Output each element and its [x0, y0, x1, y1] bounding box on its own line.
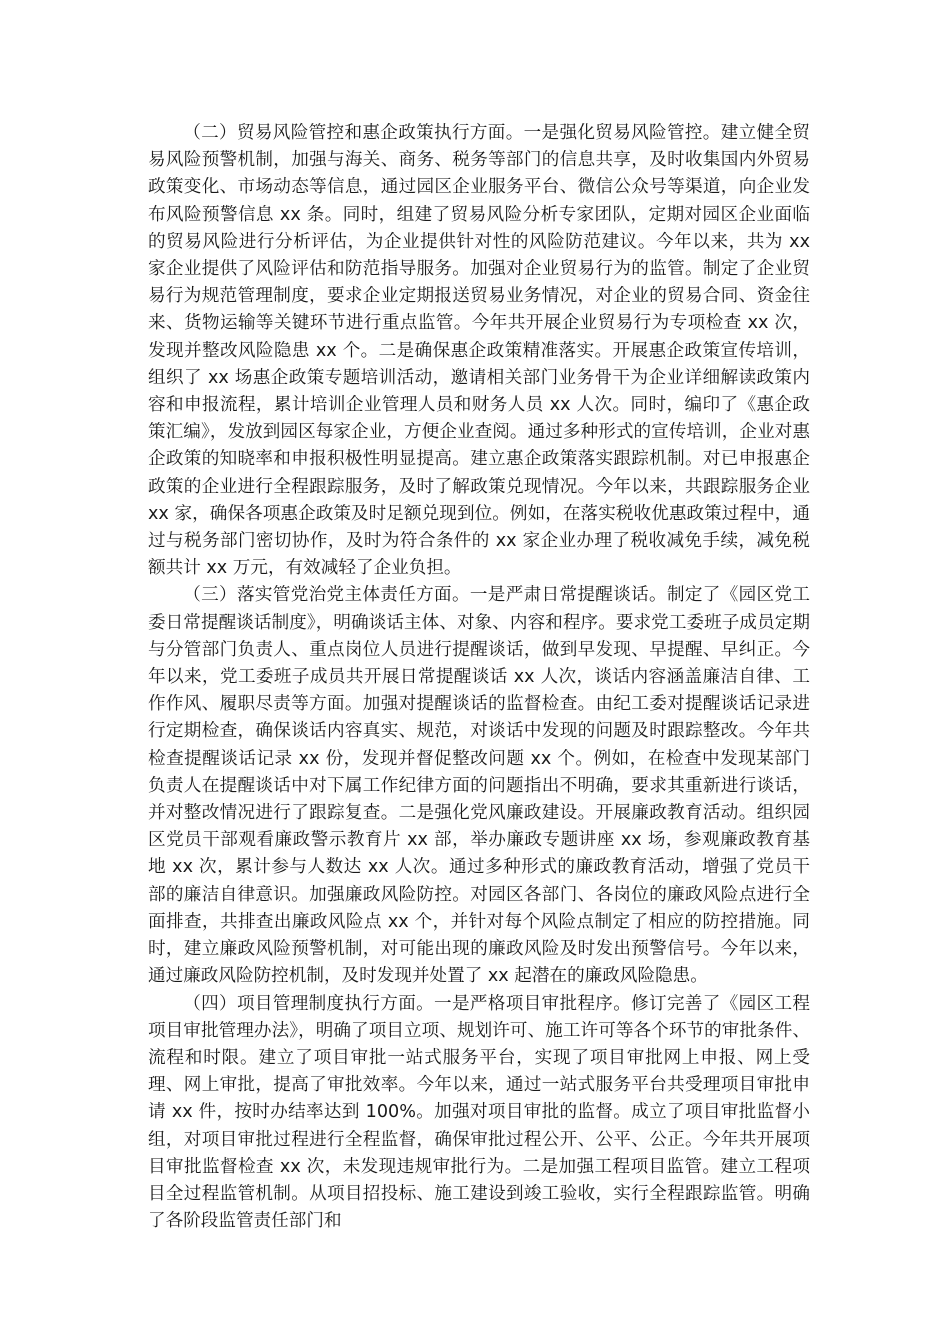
paragraph-trade-risk-and-policy: （二）贸易风险管控和惠企政策执行方面。一是强化贸易风险管控。建立健全贸易风险预警机制，加强与海关、商务、税务等部门的信息共享，及时收集国内外贸易政策变化、市场动态等信息，通过园区企业服务平台、微信公众号等渠道，向企业发布风险预警信息 xx 条。同时，组建了贸易风险分析专家团队，定期对园区企业面临的贸易风险进行分析评估，为企业提供针对性的风险防范建议。今年以来，共为 xx 家企业提供了风险评估和防范指导服务。加强对企业贸易行为的监管。制定了企业贸易行为规范管理制度，要求企业定期报送贸易业务情况，对企业的贸易合同、资金往来、货物运输等关键环节进行重点监管。今年共开展企业贸易行为专项检查 xx 次，发现并整改风险隐患 xx 个。二是确保惠企政策精准落实。开展惠企政策宣传培训，组织了 xx 场惠企政策专题培训活动，邀请相关部门业务骨干为企业详细解读政策内容和申报流程，累计培训企业管理人员和财务人员 xx 人次。同时，编印了《惠企政策汇编》，发放到园区每家企业，方便企业查阅。通过多种形式的宣传培训，企业对惠企政策的知晓率和申报积极性明显提高。建立惠企政策落实跟踪机制。对已申报惠企政策的企业进行全程跟踪服务，及时了解政策兑现情况。今年以来，共跟踪服务企业 xx 家，确保各项惠企政策及时足额兑现到位。例如，在落实税收优惠政策过程中，通过与税务部门密切协作，及时为符合条件的 xx 家企业办理了税收减免手续，减免税额共计 xx 万元，有效减轻了企业负担。 — [148, 123, 810, 579]
paragraph-project-management: （四）项目管理制度执行方面。一是严格项目审批程序。修订完善了《园区工程项目审批管理办法》，明确了项目立项、规划许可、施工许可等各个环节的审批条件、流程和时限。建立了项目审批一站式服务平台，实现了项目审批网上申报、网上受理、网上审批，提高了审批效率。今年以来，通过一站式服务平台共受理项目审批申请 xx 件，按时办结率达到 100%。加强对项目审批的监督。成立了项目审批监督小组，对项目审批过程进行全程监督，确保审批过程公开、公平、公正。今年共开展项目审批监督检查 xx 次，未发现违规审批行为。二是加强工程项目监管。建立工程项目全过程监管机制。从项目招投标、施工建设到竣工验收，实行全程跟踪监管。明确了各阶段监管责任部门和 — [148, 993, 810, 1232]
paragraph-party-responsibility: （三）落实管党治党主体责任方面。一是严肃日常提醒谈话。制定了《园区党工委日常提醒谈话制度》，明确谈话主体、对象、内容和程序。要求党工委班子成员定期与分管部门负责人、重点岗位人员进行提醒谈话，做到早发现、早提醒、早纠正。今年以来，党工委班子成员共开展日常提醒谈话 xx 人次，谈话内容涵盖廉洁自律、工作作风、履职尽责等方面。加强对提醒谈话的监督检查。由纪工委对提醒谈话记录进行定期检查，确保谈话内容真实、规范，对谈话中发现的问题及时跟踪整改。今年共检查提醒谈话记录 xx 份，发现并督促整改问题 xx 个。例如，在检查中发现某部门负责人在提醒谈话中对下属工作纪律方面的问题指出不明确，要求其重新进行谈话，并对整改情况进行了跟踪复查。二是强化党风廉政建设。开展廉政教育活动。组织园区党员干部观看廉政警示教育片 xx 部，举办廉政专题讲座 xx 场，参观廉政教育基地 xx 次，累计参与人数达 xx 人次。通过多种形式的廉政教育活动，增强了党员干部的廉洁自律意识。加强廉政风险防控。对园区各部门、各岗位的廉政风险点进行全面排查，共排查出廉政风险点 xx 个，并针对每个风险点制定了相应的防控措施。同时，建立廉政风险预警机制，对可能出现的廉政风险及时发出预警信号。今年以来，通过廉政风险防控机制，及时发现并处置了 xx 起潜在的廉政风险隐患。 — [148, 585, 810, 987]
document-page — [148, 120, 810, 1235]
